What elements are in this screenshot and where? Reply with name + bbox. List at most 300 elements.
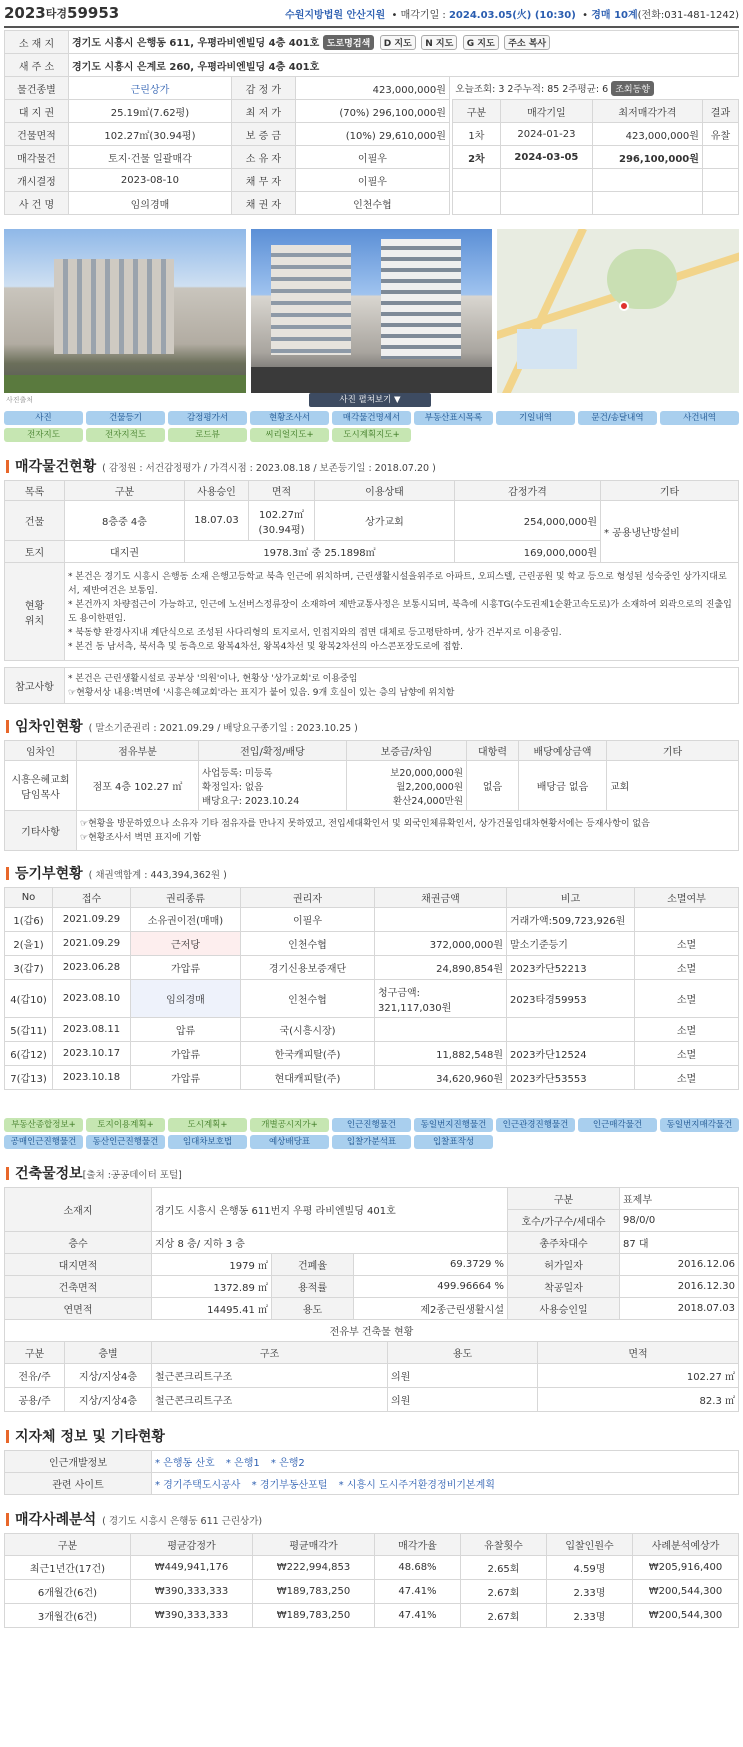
tenant-etc-label: 기타사항 [5, 811, 77, 851]
min-price-label: 최 저 가 [231, 100, 295, 123]
link-public-sale-nearby[interactable]: 공매인근진행물건 [4, 1135, 83, 1149]
registry-ext: 소멸 [635, 1018, 739, 1042]
tenant-name: 시흥은혜교회 담임목사 [5, 761, 77, 811]
link-appraisal[interactable]: 감정평가서 [168, 411, 247, 425]
round-price-col: 최저매각가격 [592, 100, 702, 123]
creditor: 인천수협 [295, 192, 449, 215]
section-title: 매각사례분석 [15, 1512, 97, 1528]
registry-no: 6(갑12) [5, 1042, 53, 1066]
tenant-etc-line: ☞현황조사서 벽면 표지에 기함 [80, 832, 201, 843]
bld-area-label: 건축면적 [5, 1276, 152, 1298]
col-note: 비고 [507, 888, 635, 908]
photo-strip [4, 229, 739, 393]
bld-approval: 18.07.03 [185, 501, 249, 541]
section-sub: ( 말소기준권리 : 2021.09.29 / 배당요구종기일 : 2023.10.25 ) [88, 723, 358, 734]
link-date-history[interactable]: 기일내역 [496, 411, 575, 425]
registry-amount: 34,620,960원 [375, 1066, 507, 1090]
sale-status-heading [4, 448, 739, 480]
registry-heading [4, 855, 739, 887]
col-usage: 이용상태 [315, 481, 455, 501]
shared-hvac-note: * 공용냉난방설비 [601, 501, 739, 563]
debtor: 이필우 [295, 169, 449, 192]
registry-date: 2023.08.11 [53, 1018, 131, 1042]
registry-amount [375, 1018, 507, 1042]
tenant-etc: 교회 [607, 761, 739, 811]
naver-map-button[interactable]: N 지도 [421, 35, 457, 50]
copy-address-button[interactable]: 주소 복사 [504, 35, 550, 50]
unit-cell: 전유/주 [5, 1364, 65, 1388]
registry-note: 2023타경59953 [507, 980, 635, 1018]
registry-ext: 소멸 [635, 932, 739, 956]
reference-table [4, 667, 739, 704]
bld-area: 102.27㎡ [259, 509, 304, 521]
bld-area-pyeong: (30.94평) [258, 524, 305, 536]
section-title: 등기부현황 [15, 866, 83, 882]
registry-no: 3(갑7) [5, 956, 53, 980]
tenant-table [4, 740, 739, 851]
bld-addr: 경기도 시흥시 은행동 611번지 우평 라비엔빌딩 401호 [152, 1188, 508, 1232]
registry-note [507, 1018, 635, 1042]
court-phone: (전화:031-481-1242) [637, 9, 739, 21]
related-sites-label: 관련 사이트 [5, 1473, 152, 1495]
land-kind: 대지권 [65, 541, 185, 563]
registry-amount: 24,890,854원 [375, 956, 507, 980]
col-dividend: 배당예상금액 [519, 741, 607, 761]
case-cell: 2.67회 [461, 1604, 547, 1628]
col-expected: 사례분석예상가 [633, 1534, 739, 1556]
location-line: * 본건까지 차량접근이 가능하고, 인근에 노선버스정류장이 소재하여 제반교통사정은 보통시되며, 북측에 시흥TG(수도권제1순환고속도로)가 소재하여 외곽으로의 진출입도 용이한편임. [68, 599, 732, 624]
land-right: 25.19㎡(7.62평) [69, 100, 232, 123]
case-cell: ₩189,783,250 [253, 1580, 375, 1604]
unit-cell: 지상/지상4층 [65, 1388, 152, 1412]
link-nearby-active[interactable]: 인근진행물건 [332, 1118, 411, 1132]
col-avg-appraisal: 평균감정가 [131, 1534, 253, 1556]
debtor-label: 채 무 자 [231, 169, 295, 192]
building-heading [4, 1155, 739, 1187]
registry-holder: 경기신용보증재단 [241, 956, 375, 980]
registry-amount: 372,000,000원 [375, 932, 507, 956]
case-cell: 4.59명 [547, 1556, 633, 1580]
link-sale-spec[interactable]: 매각물건명세서 [332, 411, 411, 425]
item-type-label: 물건종별 [5, 77, 69, 100]
registry-date: 2023.10.17 [53, 1042, 131, 1066]
registry-amount [375, 908, 507, 932]
unit-status-title: 전유부 건축물 현황 [5, 1320, 739, 1342]
row-land: 토지 [5, 541, 65, 563]
case-cell: 6개월간(6건) [5, 1580, 131, 1604]
col-etc: 기타 [607, 741, 739, 761]
registry-row [5, 908, 739, 932]
far-label: 용적률 [272, 1276, 354, 1298]
link-bldg-registry[interactable]: 건물등기 [86, 411, 165, 425]
unit-cell: 의원 [388, 1364, 538, 1388]
deposit-label: 보 증 금 [231, 123, 295, 146]
col-unit-kind: 구분 [5, 1342, 65, 1364]
link-urban-plan-map[interactable]: 도시계획지도+ [332, 428, 411, 442]
use-approval: 2018.07.03 [620, 1298, 739, 1320]
sale-item-label: 매각물건 [5, 146, 69, 169]
tenant-dividend: 배당금 없음 [519, 761, 607, 811]
registry-kind: 소유권이전(매매) [131, 908, 241, 932]
case-cell: 2.65회 [461, 1556, 547, 1580]
round-1-date: 2024-01-23 [500, 123, 592, 146]
round-result-col: 결과 [702, 100, 738, 123]
case-header: 2023 타경 59953 수원지방법원 안산지원 • 매각기일 : 2024.03.05(火) (10:30) • 경매 10계(전화:031-481-1242) [4, 0, 739, 28]
link-property-list[interactable]: 부동산표시목록 [414, 411, 493, 425]
registry-row [5, 1066, 739, 1090]
view-stats [452, 77, 738, 100]
owner: 이필우 [295, 146, 449, 169]
link-realestate-info[interactable]: 부동산종합정보+ [4, 1118, 83, 1132]
heading-bar-icon [6, 1430, 9, 1443]
registry-kind: 근저당 [131, 932, 241, 956]
building-photo-2[interactable] [251, 229, 493, 393]
sale-item: 토지·건물 일괄매각 [69, 146, 232, 169]
gross-area-label: 연면적 [5, 1298, 152, 1320]
unit-cell: 지상/지상4층 [65, 1364, 152, 1388]
col-received: 접수 [53, 888, 131, 908]
unit-cell: 철근콘크리트구조 [152, 1388, 388, 1412]
case-cell: 2.33명 [547, 1604, 633, 1628]
tenant-money: 보20,000,000원 월2,200,000원 환산24,000만원 [347, 761, 467, 811]
registry-date: 2021.09.29 [53, 908, 131, 932]
section-title: 지자체 정보 및 기타현황 [15, 1429, 165, 1445]
owner-label: 소 유 자 [231, 146, 295, 169]
link-movable-nearby[interactable]: 동산인근진행물건 [86, 1135, 165, 1149]
start-decision-label: 개시결정 [5, 169, 69, 192]
bld-parking: 87 대 [620, 1232, 739, 1254]
registry-holder: 인천수협 [241, 980, 375, 1018]
registry-no: 4(갑10) [5, 980, 53, 1018]
section-sub: [출처 :공공데이터 포털] [82, 1170, 182, 1181]
registry-note: 2023카단52213 [507, 956, 635, 980]
case-year: 2023 [4, 4, 46, 22]
link-lease-law[interactable]: 임대차보호법 [168, 1135, 247, 1149]
dev-link[interactable]: * 은행동 산호 [155, 1458, 215, 1469]
tenant-power: 없음 [467, 761, 519, 811]
registry-note: 거래가액:509,723,926원 [507, 908, 635, 932]
col-period: 구분 [5, 1534, 131, 1556]
section-sub: ( 감정원 : 서건감정평가 / 가격시점 : 2023.08.18 / 보존등기일 : 2018.07.20 ) [102, 463, 436, 474]
location-line: * 본건은 경기도 시흥시 은행동 소재 은행고등학교 북측 인근에 위치하며, 근린생활시설을위주로 아파트, 오피스텔, 근린공원 및 학교 등으로 형성된 성숙중인 상가지대로서, 제반여건은 보통임. [68, 571, 727, 596]
col-avg-sale: 평균매각가 [253, 1534, 375, 1556]
unit-cell: 공용/주 [5, 1388, 65, 1412]
registry-row [5, 980, 739, 1018]
col-holder: 권리자 [241, 888, 375, 908]
case-name: 임의경매 [69, 192, 232, 215]
col-dates: 전입/확정/배당 [199, 741, 347, 761]
link-nearby-court-active[interactable]: 인근관경진행물건 [496, 1118, 575, 1132]
local-table [4, 1450, 739, 1495]
new-address: 경기도 시흥시 은계로 260, 우평라비엔빌딩 4층 401호 [69, 54, 739, 77]
coverage-label: 건폐율 [272, 1254, 354, 1276]
appraisal-value: 423,000,000원 [295, 77, 449, 100]
unit-status-table [4, 1341, 739, 1412]
case-row [5, 1604, 739, 1628]
view-counts: 오늘조회: 3 2주누적: 85 2주평균: 6 [455, 83, 609, 95]
land-right-label: 대 지 권 [5, 100, 69, 123]
local-heading [4, 1418, 739, 1450]
heading-bar-icon [6, 720, 9, 733]
doc-link-buttons [4, 411, 739, 442]
case-cell: ₩449,941,176 [131, 1556, 253, 1580]
daum-map-button[interactable]: D 지도 [380, 35, 416, 50]
bld-area-total: 1372.89 ㎡ [152, 1276, 272, 1298]
land-area: 1978.3㎡ 중 25.1898㎡ [185, 541, 455, 563]
site-link[interactable]: * 경기부동산포털 [251, 1480, 328, 1491]
link-photos[interactable]: 사진 [4, 411, 83, 425]
col-right-kind: 권리종류 [131, 888, 241, 908]
link-e-map[interactable]: 전자지도 [4, 428, 83, 442]
permit-date-label: 허가일자 [508, 1254, 620, 1276]
site-link[interactable]: * 경기주택도시공사 [155, 1480, 241, 1491]
site-link[interactable]: * 시흥시 도시주거환경정비기본계획 [338, 1480, 495, 1491]
registry-date: 2023.08.10 [53, 980, 131, 1018]
registry-kind: 압류 [131, 1018, 241, 1042]
tenant-heading [4, 708, 739, 740]
case-cell: ₩390,333,333 [131, 1580, 253, 1604]
link-urban-plan[interactable]: 도시계획+ [168, 1118, 247, 1132]
bldg-area: 102.27㎡(30.94평) [69, 123, 232, 146]
link-bid-analysis[interactable]: 입찰가분석표 [332, 1135, 411, 1149]
round-date-col: 매각기일 [500, 100, 592, 123]
addr-label: 소 재 지 [5, 31, 69, 54]
col-tenant: 임차인 [5, 741, 77, 761]
map-pin-icon [619, 301, 629, 311]
link-survey[interactable]: 현황조사서 [250, 411, 329, 425]
registry-no: 2(을1) [5, 932, 53, 956]
link-dividend-table[interactable]: 예상배당표 [250, 1135, 329, 1149]
use-approval-label: 사용승인일 [508, 1298, 620, 1320]
case-cell: 47.41% [375, 1580, 461, 1604]
dev-link[interactable]: * 은행1 [225, 1458, 260, 1469]
tenant-etc-line: ☞현황을 방문하였으나 소유자 기타 점유자를 만나지 못하였고, 전입세대확인서 및 외국인체류확인서, 상가건물임대차현황서에는 등재사항이 없음 [80, 818, 650, 829]
case-cell: 최근1년간(17건) [5, 1556, 131, 1580]
site-area: 1979 ㎡ [152, 1254, 272, 1276]
round-2-date: 2024-03-05 [500, 146, 592, 169]
round-2-price: 296,100,000원 [592, 146, 702, 169]
col-unit-structure: 구조 [152, 1342, 388, 1364]
registry-holder: 국(시흥시장) [241, 1018, 375, 1042]
link-cadastral-map[interactable]: 전자지적도 [86, 428, 165, 442]
building-photo-1[interactable] [4, 229, 246, 393]
cases-heading [4, 1501, 739, 1533]
dept-label: 경매 10계 [591, 9, 638, 21]
col-unit-floor: 층별 [65, 1342, 152, 1364]
photo-credit: 사진출처 [6, 396, 34, 404]
case-name-label: 사 건 명 [5, 192, 69, 215]
col-no: No [5, 888, 53, 908]
registry-row [5, 956, 739, 980]
registry-ext: 소멸 [635, 980, 739, 1018]
registry-amount: 11,882,548원 [375, 1042, 507, 1066]
round-2-no: 2차 [452, 146, 500, 169]
sale-status-table [4, 480, 739, 661]
registry-holder: 인천수협 [241, 932, 375, 956]
case-cell: ₩200,544,300 [633, 1580, 739, 1604]
building-table [4, 1187, 739, 1342]
col-bidders: 입찰인원수 [547, 1534, 633, 1556]
case-kind: 타경 [45, 7, 68, 20]
link-documents[interactable]: 문건/송달내역 [578, 411, 657, 425]
bld-house: 98/0/0 [620, 1210, 739, 1232]
link-roadview[interactable]: 로드뷰 [168, 428, 247, 442]
bld-kind: 표제부 [620, 1188, 739, 1210]
unit-cell: 102.27 ㎡ [538, 1364, 739, 1388]
use-label: 용도 [272, 1298, 354, 1320]
registry-ext: 소멸 [635, 1042, 739, 1066]
registry-row [5, 932, 739, 956]
case-cell: ₩205,916,400 [633, 1556, 739, 1580]
registry-kind: 가압류 [131, 1066, 241, 1090]
registry-date: 2023.10.18 [53, 1066, 131, 1090]
registry-holder: 한국캐피탈(주) [241, 1042, 375, 1066]
case-cell: 47.41% [375, 1604, 461, 1628]
registry-ext: 소멸 [635, 1066, 739, 1090]
permit-date: 2016.12.06 [620, 1254, 739, 1276]
link-land-price[interactable]: 개별공시지가+ [250, 1118, 329, 1132]
col-approval: 사용승인 [185, 481, 249, 501]
deposit: (10%) 29,610,000원 [295, 123, 449, 146]
bld-addr-label: 소재지 [5, 1188, 152, 1232]
registry-no: 5(갑11) [5, 1018, 53, 1042]
registry-kind: 임의경매 [131, 980, 241, 1018]
registry-kind: 가압류 [131, 956, 241, 980]
col-occupy: 점유부분 [77, 741, 199, 761]
case-cell: 3개월간(6건) [5, 1604, 131, 1628]
tenant-dates: 사업등록: 미등록 확정일자: 없음 배당요구: 2023.10.24 [199, 761, 347, 811]
round-1-price: 423,000,000원 [592, 123, 702, 146]
registry-amount: 청구금액: 321,117,030원 [375, 980, 507, 1018]
col-unit-area: 면적 [538, 1342, 739, 1364]
col-amount: 채권금액 [375, 888, 507, 908]
registry-no: 1(갑6) [5, 908, 53, 932]
section-title: 건축물정보 [15, 1166, 83, 1182]
col-power: 대항력 [467, 741, 519, 761]
registry-ext [635, 908, 739, 932]
registry-ext: 소멸 [635, 956, 739, 980]
col-appraisal: 감정가격 [455, 481, 601, 501]
heading-bar-icon [6, 867, 9, 880]
link-land-use-plan[interactable]: 토지이용계획+ [86, 1118, 165, 1132]
location-text [65, 563, 739, 661]
row-building: 건물 [5, 501, 65, 541]
appraisal-label: 감 정 가 [231, 77, 295, 100]
heading-bar-icon [6, 1513, 9, 1526]
sale-date: 2024.03.05(火) (10:30) [448, 9, 576, 21]
heading-bar-icon [6, 460, 9, 473]
expand-photos-button[interactable]: 사진 펼쳐보기 ▼ [309, 393, 431, 407]
section-sub: ( 채권액합계 : 443,394,362원 ) [88, 870, 227, 881]
google-map-button[interactable]: G 지도 [463, 35, 499, 50]
bld-parking-label: 총주차대수 [508, 1232, 620, 1254]
link-same-lot-active[interactable]: 동일번지진행물건 [414, 1118, 493, 1132]
section-title: 매각물건현황 [15, 459, 97, 475]
item-type: 근린상가 [69, 77, 232, 100]
registry-date: 2023.06.28 [53, 956, 131, 980]
unit-cell: 82.3 ㎡ [538, 1388, 739, 1412]
col-sale-rate: 매각가율 [375, 1534, 461, 1556]
new-addr-label: 새 주 소 [5, 54, 69, 77]
court-link[interactable]: 수원지방법원 안산지원 [285, 9, 386, 21]
summary-table [4, 30, 739, 215]
round-col: 구분 [452, 100, 500, 123]
road-name-search-button[interactable]: 도로명검색 [323, 35, 374, 50]
registry-holder: 현대캐피탈(주) [241, 1066, 375, 1090]
registry-note: 2023카단12524 [507, 1042, 635, 1066]
registry-holder: 이필우 [241, 908, 375, 932]
case-cell: 48.68% [375, 1556, 461, 1580]
view-trend-button[interactable]: 조회동향 [611, 81, 654, 96]
col-list: 목록 [5, 481, 65, 501]
round-1-no: 1차 [452, 123, 500, 146]
link-serial-map[interactable]: 씨리얼지도+ [250, 428, 329, 442]
location-label: 현황 위치 [5, 563, 65, 661]
case-cell: ₩200,544,300 [633, 1604, 739, 1628]
col-etc: 기타 [601, 481, 739, 501]
link-bid-form[interactable]: 입찰표작성 [414, 1135, 493, 1149]
min-price: (70%) 296,100,000원 [295, 100, 449, 123]
bld-kind-label: 구분 [508, 1188, 620, 1210]
col-extinct: 소멸여부 [635, 888, 739, 908]
section-title: 임차인현황 [15, 719, 83, 735]
registry-kind: 가압류 [131, 1042, 241, 1066]
section-sub: ( 경기도 시흥시 은행동 611 근린상가) [102, 1516, 263, 1527]
reference-label: 참고사항 [5, 668, 65, 704]
land-appraisal: 169,000,000원 [455, 541, 601, 563]
start-decision: 2023-08-10 [69, 169, 232, 192]
link-same-lot-sold[interactable]: 동일번지매각물건 [660, 1118, 739, 1132]
link-nearby-sold[interactable]: 인근매각물건 [578, 1118, 657, 1132]
col-area: 면적 [249, 481, 315, 501]
dev-link[interactable]: * 은행2 [270, 1458, 305, 1469]
col-fail-count: 유찰횟수 [461, 1534, 547, 1556]
extra-link-buttons [4, 1118, 739, 1149]
registry-row [5, 1042, 739, 1066]
unit-cell: 의원 [388, 1388, 538, 1412]
round-1-result: 유찰 [702, 123, 738, 146]
registry-row [5, 1018, 739, 1042]
location-map[interactable] [497, 229, 739, 393]
case-row [5, 1556, 739, 1580]
use: 제2종근린생활시설 [354, 1298, 508, 1320]
start-date-label: 착공일자 [508, 1276, 620, 1298]
bld-appraisal: 254,000,000원 [455, 501, 601, 541]
registry-no: 7(갑13) [5, 1066, 53, 1090]
case-cell: ₩189,783,250 [253, 1604, 375, 1628]
creditor-label: 채 권 자 [231, 192, 295, 215]
start-date: 2016.12.30 [620, 1276, 739, 1298]
registry-note: 2023카단53553 [507, 1066, 635, 1090]
col-unit-use: 용도 [388, 1342, 538, 1364]
round-2-result [702, 146, 738, 169]
bld-floor: 지상 8 층/ 지하 3 층 [152, 1232, 508, 1254]
site-area-label: 대지면적 [5, 1254, 152, 1276]
tenant-part: 점포 4층 102.27 ㎡ [77, 761, 199, 811]
link-case-history[interactable]: 사건내역 [660, 411, 739, 425]
bld-house-label: 호수/가구수/세대수 [508, 1210, 620, 1232]
bld-floor-label: 층수 [5, 1232, 152, 1254]
case-cell: ₩222,994,853 [253, 1556, 375, 1580]
case-cell: ₩390,333,333 [131, 1604, 253, 1628]
sale-date-label: 매각기일 : [400, 9, 449, 21]
address: 경기도 시흥시 은행동 611, 우평라비엔빌딩 4층 401호 [72, 38, 320, 49]
registry-date: 2021.09.29 [53, 932, 131, 956]
bldg-area-label: 건물면적 [5, 123, 69, 146]
coverage: 69.3729 % [354, 1254, 508, 1276]
dev-info-label: 인근개발정보 [5, 1451, 152, 1473]
case-cell: 2.33명 [547, 1580, 633, 1604]
